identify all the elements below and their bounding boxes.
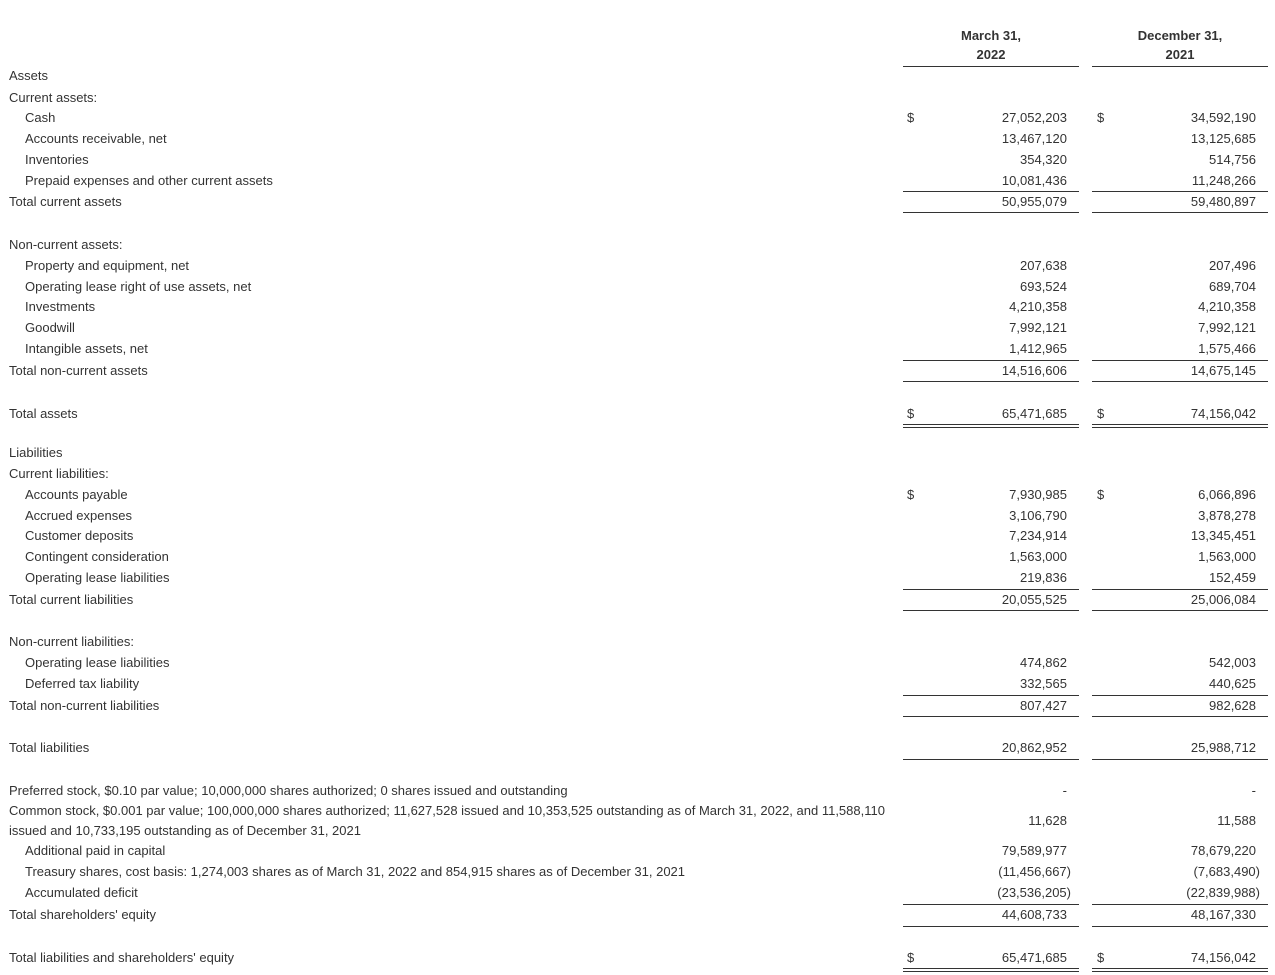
row-prepaid-expenses: [0, 171, 1275, 191]
subsection-heading: Non-current liabilities:: [9, 634, 134, 649]
row-accumulated-deficit: [0, 883, 1275, 903]
line-item-label: Additional paid in capital: [25, 843, 166, 858]
row-current-assets-heading: [0, 88, 1275, 108]
value-december-2021: 11,588: [1217, 813, 1256, 828]
currency-symbol: $: [1097, 487, 1105, 502]
underline-segment: [1092, 212, 1268, 213]
currency-symbol: $: [907, 950, 915, 965]
value-december-2021: 13,125,685: [1190, 131, 1256, 146]
line-item-label: Operating lease liabilities: [25, 655, 170, 670]
underline-segment: [903, 926, 1079, 927]
row-investments: [0, 297, 1275, 317]
line-item-label: Accrued expenses: [25, 508, 132, 523]
value-december-2021: 13,345,451: [1190, 528, 1256, 543]
value-december-2021: 11,248,266: [1191, 173, 1256, 188]
underline-segment: [1092, 716, 1268, 717]
row-operating-lease-rou-assets: [0, 277, 1275, 297]
row-total-liabilities: [0, 738, 1275, 758]
column-header-march-31: March 31,: [961, 28, 1021, 43]
underline-segment: [903, 212, 1079, 213]
row-deferred-tax-liability: [0, 674, 1275, 694]
value-december-2021: 542,003: [1209, 655, 1256, 670]
line-item-label: Inventories: [25, 152, 89, 167]
value-december-2021: 207,496: [1209, 258, 1256, 273]
value-march-2022: 7,992,121: [1009, 320, 1067, 335]
underline-segment: [903, 968, 1079, 972]
row-treasury-shares: [0, 862, 1275, 882]
underline-segment: [1092, 968, 1268, 972]
line-item-label: Property and equipment, net: [25, 258, 190, 273]
value-march-2022: 50,955,079: [1001, 194, 1067, 209]
underline-segment: [903, 716, 1079, 717]
value-december-2021: 74,156,042: [1190, 406, 1256, 421]
value-march-2022: 1,412,965: [1009, 341, 1067, 356]
total-label: Total non-current assets: [9, 363, 148, 378]
underline-segment: [903, 381, 1079, 382]
line-item-label: Contingent consideration: [25, 549, 169, 564]
row-assets-heading: [0, 66, 1275, 86]
underline-segment: [1092, 926, 1268, 927]
value-december-2021: -: [1251, 783, 1256, 798]
line-item-label: Operating lease liabilities: [25, 570, 170, 585]
currency-symbol: $: [907, 487, 915, 502]
line-item-label: Investments: [25, 299, 96, 314]
row-operating-lease-liabilities-non-current: [0, 653, 1275, 673]
value-march-2022: (11,456,667): [998, 864, 1071, 879]
row-total-current-liabilities: [0, 590, 1275, 610]
total-label: Total liabilities: [9, 740, 90, 755]
row-goodwill: [0, 318, 1275, 338]
value-march-2022: 14,516,606: [1001, 363, 1067, 378]
subsection-heading: Current assets:: [9, 90, 98, 105]
value-december-2021: 982,628: [1209, 698, 1256, 713]
value-march-2022: 7,930,985: [1009, 487, 1067, 502]
total-label: Total current liabilities: [9, 592, 134, 607]
subsection-heading: Non-current assets:: [9, 237, 123, 252]
value-december-2021: 152,459: [1209, 570, 1256, 585]
line-item-label: Goodwill: [25, 320, 75, 335]
total-label: Total liabilities and shareholders' equity: [9, 950, 235, 965]
underline-segment: [903, 759, 1079, 760]
line-item-label: Intangible assets, net: [25, 341, 148, 356]
row-accrued-expenses: [0, 506, 1275, 526]
value-march-2022: 4,210,358: [1009, 299, 1067, 314]
row-total-shareholders-equity: [0, 905, 1275, 925]
row-customer-deposits: [0, 526, 1275, 546]
value-march-2022: 79,589,977: [1001, 843, 1067, 858]
value-december-2021: 514,756: [1209, 152, 1256, 167]
value-march-2022: 27,052,203: [1001, 110, 1067, 125]
underline-segment: [903, 610, 1079, 611]
line-item-label: Accumulated deficit: [25, 885, 138, 900]
value-december-2021: 7,992,121: [1198, 320, 1256, 335]
value-december-2021: (7,683,490): [1193, 864, 1260, 879]
row-accounts-receivable: [0, 129, 1275, 149]
value-december-2021: 440,625: [1209, 676, 1256, 691]
total-label: Total shareholders' equity: [9, 907, 157, 922]
value-march-2022: 1,563,000: [1009, 549, 1067, 564]
value-march-2022: (23,536,205): [997, 885, 1071, 900]
value-march-2022: 332,565: [1020, 676, 1067, 691]
row-total-non-current-liabilities: [0, 696, 1275, 716]
value-december-2021: 1,575,466: [1198, 341, 1256, 356]
value-march-2022: 807,427: [1020, 698, 1067, 713]
total-label: Total non-current liabilities: [9, 698, 160, 713]
value-december-2021: 689,704: [1209, 279, 1256, 294]
value-december-2021: 78,679,220: [1190, 843, 1256, 858]
currency-symbol: $: [907, 406, 915, 421]
currency-symbol: $: [1097, 406, 1105, 421]
line-item-label: Deferred tax liability: [25, 676, 140, 691]
value-march-2022: 207,638: [1020, 258, 1067, 273]
section-heading: Assets: [9, 68, 49, 83]
value-march-2022: 65,471,685: [1001, 406, 1067, 421]
line-item-label: Common stock, $0.001 par value; 100,000,000 shares authorized; 11,627,528 issued and 10,353,525 outstanding as of March 31, 2022, and 11,588,110 issued and 10,733,195 outstanding as of December 31, 2021: [9, 803, 885, 838]
column-header-year-2021: 2021: [1165, 47, 1195, 62]
row-inventories: [0, 150, 1275, 170]
subsection-heading: Current liabilities:: [9, 466, 109, 481]
column-header-year-2022: 2022: [976, 47, 1006, 62]
row-cash: [0, 108, 1275, 128]
row-current-liabilities-heading: [0, 464, 1275, 484]
row-total-current-assets: [0, 192, 1275, 212]
row-accounts-payable: [0, 485, 1275, 505]
line-item-label: Accounts payable: [25, 487, 128, 502]
row-total-non-current-assets: [0, 361, 1275, 381]
row-contingent-consideration: [0, 547, 1275, 567]
row-operating-lease-liabilities-current: [0, 568, 1275, 588]
value-march-2022: -: [1062, 783, 1067, 798]
value-march-2022: 354,320: [1020, 152, 1067, 167]
value-december-2021: 6,066,896: [1198, 487, 1256, 502]
row-common-stock: [0, 801, 1275, 841]
row-property-equipment: [0, 256, 1275, 276]
currency-symbol: $: [907, 110, 915, 125]
value-december-2021: (22,839,988): [1186, 885, 1260, 900]
row-non-current-assets-heading: [0, 235, 1275, 255]
underline-segment: [903, 424, 1079, 428]
value-march-2022: 13,467,120: [1001, 131, 1067, 146]
currency-symbol: $: [1097, 950, 1105, 965]
value-march-2022: 20,055,525: [1001, 592, 1067, 607]
row-liabilities-heading: [0, 443, 1275, 463]
column-header-december-31: December 31,: [1137, 28, 1223, 43]
value-march-2022: 693,524: [1020, 279, 1067, 294]
value-december-2021: 34,592,190: [1190, 110, 1256, 125]
row-total-assets: [0, 404, 1275, 424]
value-march-2022: 20,862,952: [1001, 740, 1067, 755]
value-december-2021: 25,006,084: [1190, 592, 1256, 607]
value-march-2022: 11,628: [1028, 813, 1067, 828]
currency-symbol: $: [1097, 110, 1105, 125]
underline-segment: [1092, 759, 1268, 760]
value-march-2022: 474,862: [1020, 655, 1067, 670]
underline-segment: [1092, 381, 1268, 382]
row-preferred-stock: [0, 781, 1275, 801]
line-item-label: Treasury shares, cost basis: 1,274,003 shares as of March 31, 2022 and 854,915 shares as of December 31, 2021: [25, 864, 686, 879]
line-item-label: Accounts receivable, net: [25, 131, 167, 146]
value-december-2021: 74,156,042: [1190, 950, 1256, 965]
section-heading: Liabilities: [9, 445, 63, 460]
value-march-2022: 10,081,436: [1001, 173, 1067, 188]
total-label: Total assets: [9, 406, 78, 421]
line-item-label: Operating lease right of use assets, net: [25, 279, 252, 294]
underline-segment: [1092, 610, 1268, 611]
row-additional-paid-in-capital: [0, 841, 1275, 861]
value-december-2021: 14,675,145: [1190, 363, 1256, 378]
value-december-2021: 48,167,330: [1190, 907, 1256, 922]
value-december-2021: 59,480,897: [1190, 194, 1256, 209]
total-label: Total current assets: [9, 194, 122, 209]
value-december-2021: 3,878,278: [1198, 508, 1256, 523]
row-non-current-liabilities-heading: [0, 632, 1275, 652]
value-march-2022: 44,608,733: [1001, 907, 1067, 922]
value-march-2022: 219,836: [1020, 570, 1067, 585]
underline-segment: [1092, 424, 1268, 428]
line-item-label: Preferred stock, $0.10 par value; 10,000,000 shares authorized; 0 shares issued and outstanding: [9, 783, 568, 798]
value-december-2021: 25,988,712: [1190, 740, 1256, 755]
value-december-2021: 4,210,358: [1198, 299, 1256, 314]
line-item-label: Prepaid expenses and other current assets: [25, 173, 273, 188]
value-march-2022: 65,471,685: [1001, 950, 1067, 965]
row-total-liabilities-and-equity: [0, 948, 1275, 968]
line-item-label: Customer deposits: [25, 528, 134, 543]
row-intangible-assets: [0, 339, 1275, 359]
value-march-2022: 3,106,790: [1009, 508, 1067, 523]
value-december-2021: 1,563,000: [1198, 549, 1256, 564]
line-item-label: Cash: [25, 110, 56, 125]
value-march-2022: 7,234,914: [1009, 528, 1067, 543]
